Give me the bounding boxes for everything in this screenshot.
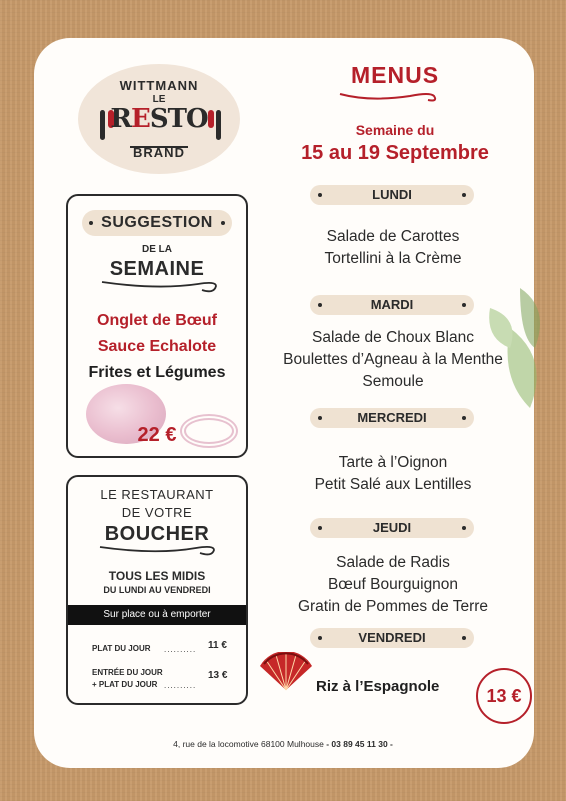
suggestion-heading: SUGGESTION (82, 210, 232, 236)
footer-contact (0, 739, 566, 749)
dish-jeudi-1: Salade de Radis (336, 554, 450, 571)
boucher-line4: TOUS LES MIDIS (108, 569, 206, 583)
suggestion-dish-line3: Frites et Légumes (88, 364, 226, 381)
entree-label-2: + PLAT DU JOUR (92, 680, 158, 689)
week-dates: 15 au 19 Septembre (301, 142, 489, 164)
boucher-swirl-icon (96, 541, 220, 561)
day-pill-mercredi: MERCREDI (310, 408, 474, 428)
spanish-fan-icon (258, 652, 314, 692)
dish-mercredi-1: Tarte à l’Oignon (338, 454, 448, 471)
dish-jeudi-2: Bœuf Bourguignon (327, 576, 459, 593)
dish-mardi-3: Semoule (362, 373, 424, 390)
knife-icon (100, 110, 105, 140)
suggestion-dish-line1: Onglet de Bœuf (97, 312, 217, 329)
page-title: MENUS (350, 62, 440, 88)
suggestion-box (66, 194, 248, 458)
fork-icon (216, 110, 221, 140)
dish-mercredi-2: Petit Salé aux Lentilles (314, 476, 472, 493)
logo-main-text: RESTO (110, 104, 208, 134)
dish-lundi-1: Salade de Carottes (326, 228, 460, 245)
boucher-line3: BOUCHER (104, 523, 210, 545)
entree-plat-price: 13 € (208, 670, 228, 681)
suggestion-semaine: SEMAINE (109, 258, 205, 280)
spoon-accent-icon (208, 110, 214, 128)
day-pill-jeudi: JEUDI (310, 518, 474, 538)
day-pill-lundi: LUNDI (310, 185, 474, 205)
logo-top-text: WITTMANN (119, 78, 199, 93)
day-pill-mardi: MARDI (310, 295, 474, 315)
boucher-line5: DU LUNDI AU VENDREDI (103, 585, 211, 595)
boucher-line1: LE RESTAURANT (100, 487, 214, 502)
logo-bottom-text: BRAND (133, 145, 185, 160)
footer-phone: - 03 89 45 11 30 - (326, 739, 393, 749)
dish-jeudi-3: Gratin de Pommes de Terre (297, 598, 489, 615)
dish-vendredi-1: Riz à l’Espagnole (316, 678, 440, 695)
vendredi-price-badge: 13 € (476, 668, 532, 724)
logo-le-text: LE (152, 94, 166, 105)
entree-dots: .......... (164, 681, 197, 690)
suggestion-dish-line2: Sauce Echalote (97, 338, 217, 355)
dish-mardi-2: Boulettes d’Agneau à la Menthe (283, 351, 503, 368)
entree-label-1: ENTRÉE DU JOUR (92, 668, 163, 677)
plat-du-jour-price: 11 € (208, 640, 227, 651)
plat-dots: .......... (164, 645, 197, 654)
boucher-box (66, 475, 248, 705)
suggestion-price: 22 € (137, 424, 177, 446)
dish-mardi-1: Salade de Choux Blanc (311, 329, 474, 346)
title-swirl-icon (330, 90, 460, 104)
semaine-swirl-icon (98, 278, 222, 298)
plat-du-jour-label: PLAT DU JOUR (92, 644, 151, 653)
day-pill-vendredi: VENDREDI (310, 628, 474, 648)
dish-lundi-2: Tortellini à la Crème (324, 250, 462, 267)
suggestion-de-la: DE LA (142, 244, 172, 255)
footer-address: 4, rue de la locomotive 68100 Mulhouse (173, 739, 324, 749)
boucher-line2: DE VOTRE (121, 505, 193, 520)
boucher-band: Sur place ou à emporter (68, 605, 246, 625)
basil-leaf-icon (480, 278, 560, 428)
week-label: Semaine du (355, 122, 435, 138)
restaurant-logo (78, 64, 240, 174)
